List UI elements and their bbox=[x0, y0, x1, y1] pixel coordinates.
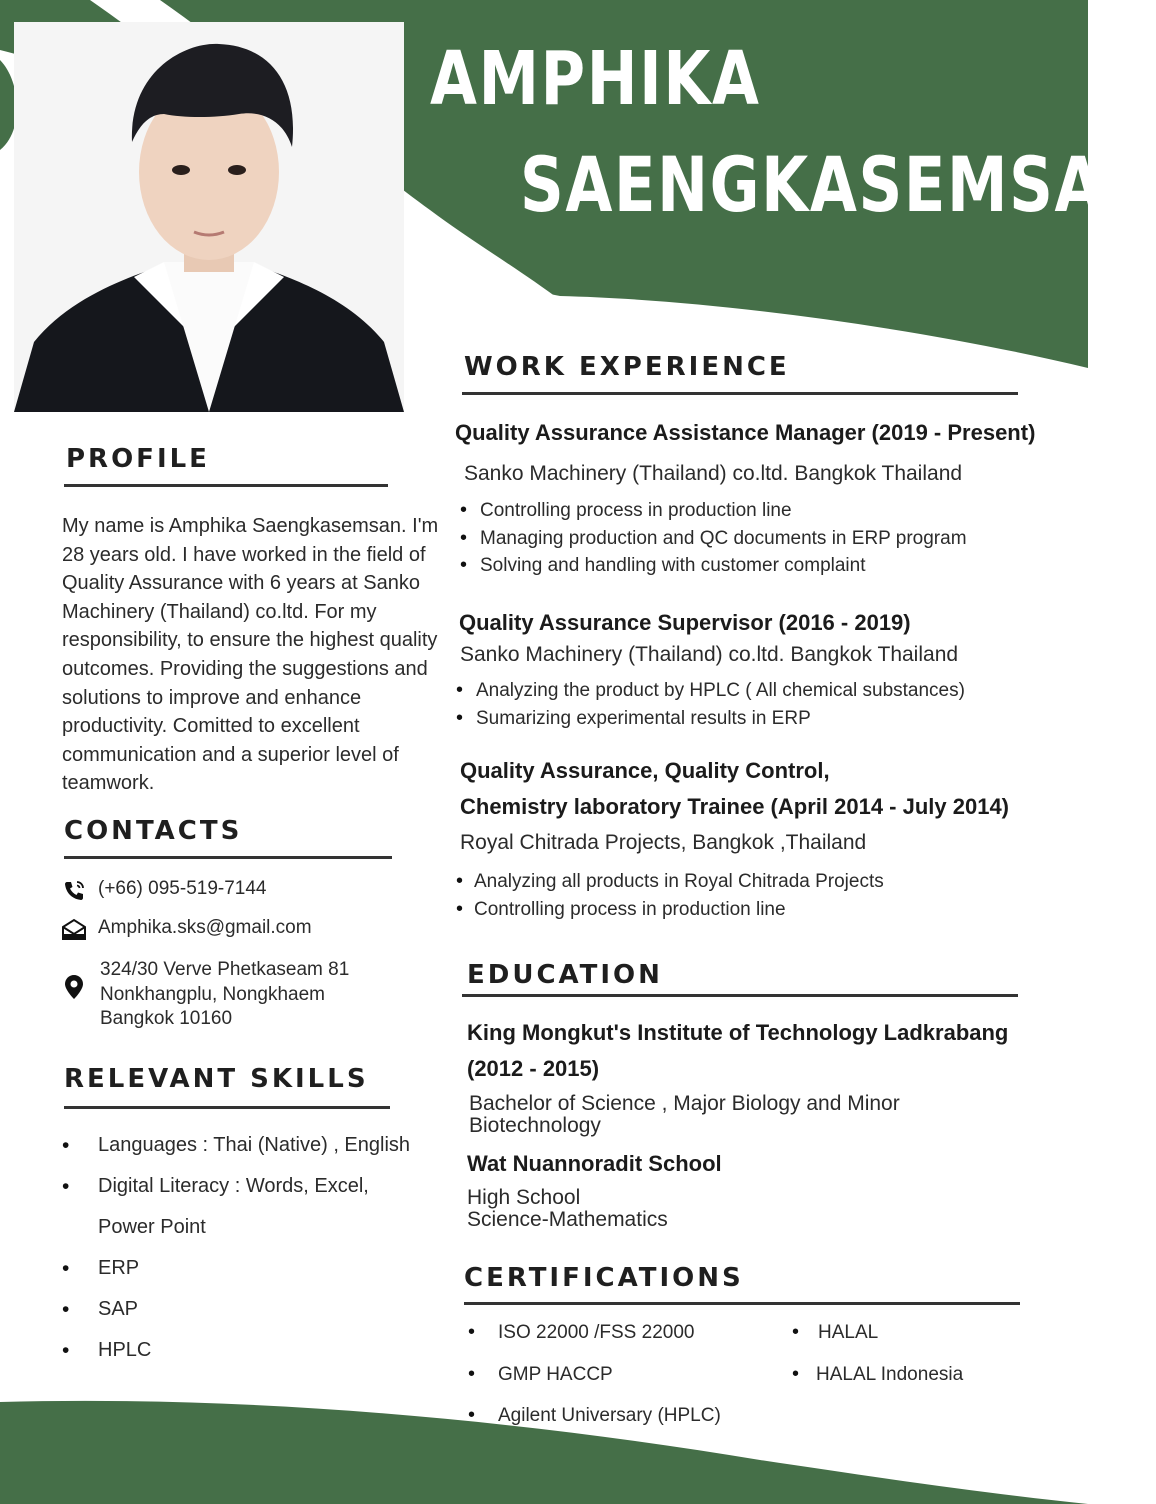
phone-icon bbox=[60, 878, 88, 904]
profile-divider bbox=[64, 484, 388, 487]
school-name: Wat Nuannoradit School bbox=[467, 1151, 722, 1176]
address-line: Bangkok 10160 bbox=[100, 1008, 233, 1029]
degree-line: Biotechnology bbox=[469, 1114, 601, 1137]
skill-item: • Digital Literacy : Words, Excel, bbox=[62, 1166, 410, 1207]
job-duty: • Controlling process in production line bbox=[460, 497, 967, 525]
skill-item: • ERP bbox=[62, 1248, 410, 1289]
certification-item: • HALAL Indonesia bbox=[792, 1354, 963, 1396]
first-name: AMPHIKA bbox=[430, 36, 761, 122]
contact-phone[interactable] bbox=[60, 878, 267, 904]
job-company: Sanko Machinery (Thailand) co.ltd. Bangkok Thailand bbox=[464, 462, 963, 485]
certification-item: • ISO 22000 /FSS 22000 bbox=[468, 1312, 721, 1354]
job-duties bbox=[456, 677, 965, 732]
job-duty: • Analyzing the product by HPLC ( All chemical substances) bbox=[456, 677, 965, 705]
education-divider bbox=[462, 994, 1018, 997]
skill-item: • SAP bbox=[62, 1289, 410, 1330]
skills-list bbox=[62, 1125, 410, 1371]
school-name: King Mongkut's Institute of Technology Ladkrabang bbox=[467, 1020, 1009, 1045]
job-duty: • Controlling process in production line bbox=[456, 896, 884, 924]
contact-email[interactable] bbox=[60, 917, 312, 943]
job-title-continued: Chemistry laboratory Trainee (April 2014 - July 2014) bbox=[460, 794, 1010, 819]
job-title: Quality Assurance Supervisor (2016 - 2019) bbox=[459, 610, 911, 635]
job-duties bbox=[460, 497, 967, 580]
job-title: Quality Assurance, Quality Control, bbox=[460, 758, 830, 783]
certifications-list-col2 bbox=[792, 1312, 963, 1395]
degree-line: Bachelor of Science , Major Biology and Minor bbox=[469, 1092, 900, 1115]
certification-item: • Agilent Universary (HPLC) bbox=[468, 1395, 721, 1437]
school-detail bbox=[467, 1187, 668, 1231]
location-pin-icon bbox=[60, 974, 88, 1000]
contacts-heading: CONTACTS bbox=[64, 816, 243, 846]
contact-address bbox=[60, 958, 349, 1032]
phone-number: (+66) 095-519-7144 bbox=[98, 878, 267, 899]
address-line: 324/30 Verve Phetkaseam 81 bbox=[100, 959, 350, 980]
last-name: SAENGKASEMSAN bbox=[520, 140, 1156, 229]
skill-item-continuation: Power Point bbox=[98, 1216, 206, 1238]
contacts-divider bbox=[64, 856, 392, 859]
job-company: Sanko Machinery (Thailand) co.ltd. Bangkok Thailand bbox=[460, 643, 959, 666]
address-line: Nonkhangplu, Nongkhaem bbox=[100, 983, 325, 1005]
skills-heading: RELEVANT SKILLS bbox=[64, 1064, 369, 1094]
education-heading: EDUCATION bbox=[467, 960, 663, 990]
job-duty: • Analyzing all products in Royal Chitrada Projects bbox=[456, 868, 884, 896]
profile-photo bbox=[14, 22, 404, 412]
skill-item: • Languages : Thai (Native) , English bbox=[62, 1125, 410, 1166]
certifications-divider bbox=[464, 1302, 1020, 1305]
work-heading: WORK EXPERIENCE bbox=[464, 352, 790, 382]
portrait-illustration bbox=[14, 22, 404, 412]
certification-item: • HALAL bbox=[792, 1312, 963, 1354]
envelope-icon bbox=[60, 917, 88, 943]
skills-divider bbox=[64, 1106, 390, 1109]
job-duty: • Managing production and QC documents in ERP program bbox=[460, 525, 967, 553]
job-duty: • Sumarizing experimental results in ERP bbox=[456, 705, 965, 733]
certifications-list-col1 bbox=[468, 1312, 721, 1437]
job-duty: • Solving and handling with customer complaint bbox=[460, 552, 967, 580]
school-years: (2012 - 2015) bbox=[467, 1056, 600, 1081]
job-duties bbox=[456, 868, 884, 923]
work-divider bbox=[462, 392, 1018, 395]
profile-heading: PROFILE bbox=[66, 444, 210, 474]
skill-item: • HPLC bbox=[62, 1330, 410, 1371]
degree-detail bbox=[469, 1093, 900, 1137]
job-title: Quality Assurance Assistance Manager (2019 - Present) bbox=[455, 420, 1036, 445]
certification-item: • GMP HACCP bbox=[468, 1354, 721, 1396]
school-detail-line: High School bbox=[467, 1186, 581, 1209]
profile-text: My name is Amphika Saengkasemsan. I'm 28 years old. I have worked in the field of Quality Assurance with 6 years at Sanko Machinery (Thailand) co.ltd. For my responsibility, to ensure the highest quality outcomes. Providing the suggestions and solutions to improve and enhance productivity. Comitted to excellent communication and a superior level of teamwork. bbox=[62, 515, 439, 795]
school-detail-line: Science-Mathematics bbox=[467, 1208, 668, 1231]
certifications-heading: CERTIFICATIONS bbox=[464, 1263, 744, 1293]
job-company: Royal Chitrada Projects, Bangkok ,Thailand bbox=[460, 831, 867, 854]
email-address: Amphika.sks@gmail.com bbox=[98, 917, 312, 938]
